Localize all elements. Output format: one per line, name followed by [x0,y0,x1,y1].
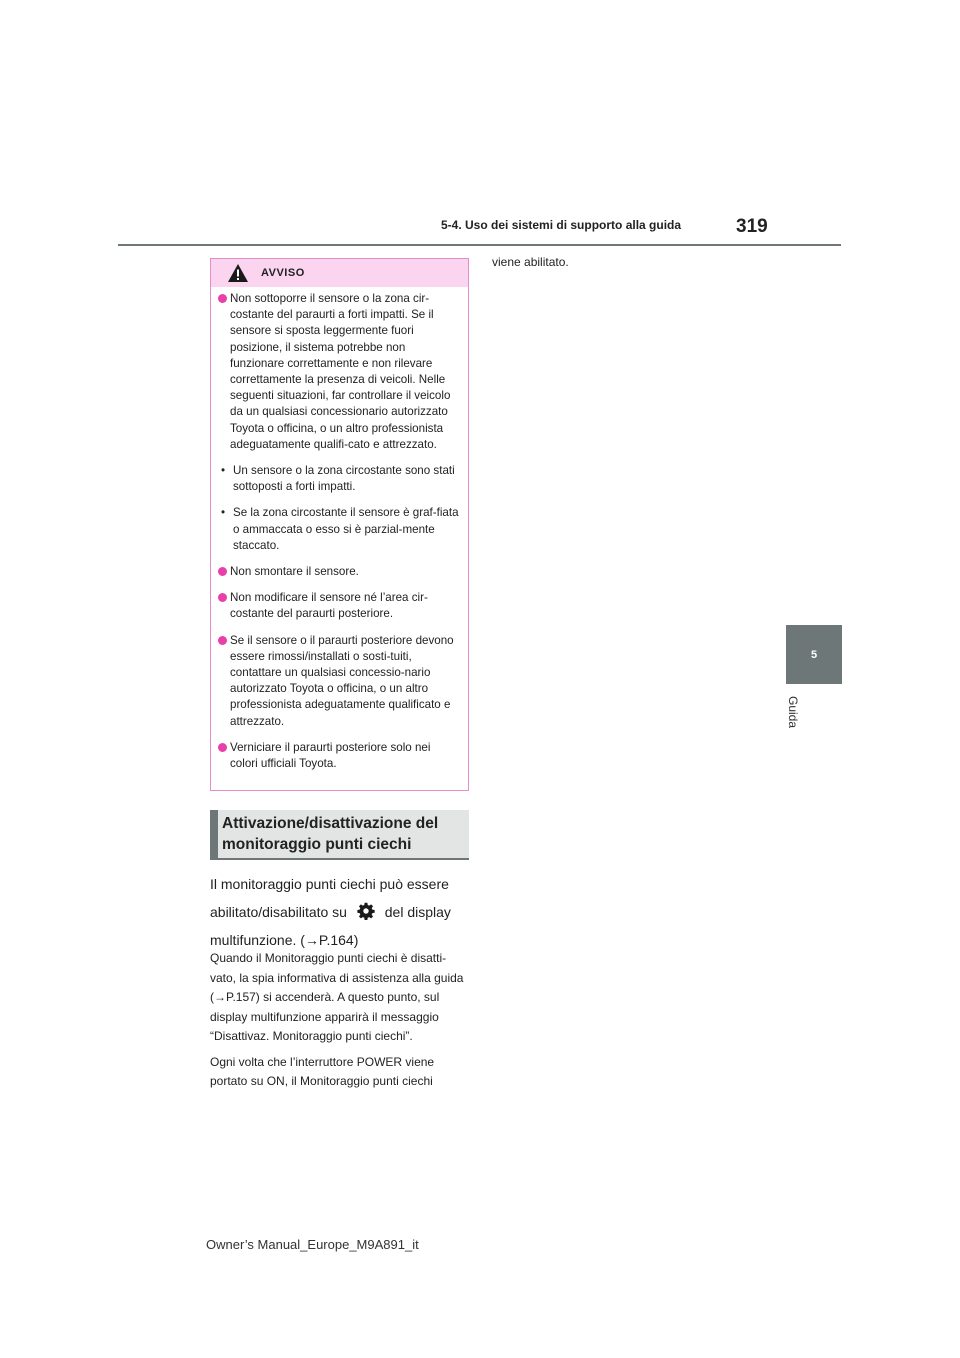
warning-box [210,258,469,791]
page-number: 319 [736,216,768,237]
warning-item: Non sottoporre il sensore o la zona cir-costante del paraurti a forti impatti. Se il sensore si sposta leggermente fuori posizione, il sistema potrebbe non funzionare correttamente e non rilevare correttamente la presenza di veicoli. Nelle seguenti situazioni, far controllare il veicolo da un qualsiasi concessionario autorizzato Toyota o officina, o un altro professionista adeguatamente qualifi-cato e attrezzato. [217,291,460,453]
warning-title: AVVISO [261,267,305,279]
note-paragraph: Ogni volta che l’interruttore POWER viene portato su ON, il Monitoraggio punti ciechi [210,1054,435,1088]
warning-subitem: • Un sensore o la zona circostante sono stati sottoposti a forti impatti. [221,464,455,494]
section-heading-box [210,810,469,860]
section-heading: 5-4. Uso dei sistemi di supporto alla guida [441,218,682,232]
section-accent-bar [210,810,218,858]
warning-item: Verniciare il paraurti posteriore solo nei colori ufficiali Toyota. [217,740,460,772]
footer: Owner’s Manual_Europe_M9A891_it [206,1237,419,1252]
section-title: Attivazione/disattivazione del monitoraggio punti ciechi [222,815,439,853]
header-divider [118,244,841,246]
warning-subitem: • Se la zona circostante il sensore è graf-fiata o ammaccata o esso si è parzial-mente staccato. [221,506,459,552]
bullet-dot-icon [218,636,227,645]
warning-header [211,259,468,287]
chapter-label: Guida [786,695,800,729]
note-block [210,949,472,1098]
sub-bullet-icon: • [221,464,226,478]
bullet-dot-icon [218,743,227,752]
bullet-dot-icon [218,294,227,303]
chapter-number: 5 [810,648,818,661]
continuation-text: viene abilitato. [492,255,569,269]
warning-item: Non smontare il sensore. [217,564,460,580]
warning-item: Se il sensore o il paraurti posteriore devono essere rimossi/installati o sosti-tuiti, contattare un qualsiasi concessio-nario autorizzato Toyota o officina, o un altro professionista adeguatamente qualificato e attrezzato. [217,633,460,730]
bullet-dot-icon [218,593,227,602]
warning-item: Non modificare il sensore né l’area cir-costante del paraurti posteriore. [217,590,460,622]
intro-paragraph: Il monitoraggio punti ciechi può essere abilitato/disabilitato su del display multifunzione. (→P.164) [210,876,451,948]
warning-body [211,287,468,772]
gear-icon [357,902,375,920]
sub-bullet-icon: • [221,506,226,520]
chapter-tab [786,625,842,684]
warning-triangle-icon [227,263,249,283]
bullet-dot-icon [218,567,227,576]
note-paragraph: Quando il Monitoraggio punti ciechi è disatti-vato, la spia informativa di assistenza alla guida (→P.157) si accenderà. A questo punto, sul display multifunzione apparirà il messaggio “Disattivaz. Monitoraggio punti ciechi”. [210,951,464,1043]
